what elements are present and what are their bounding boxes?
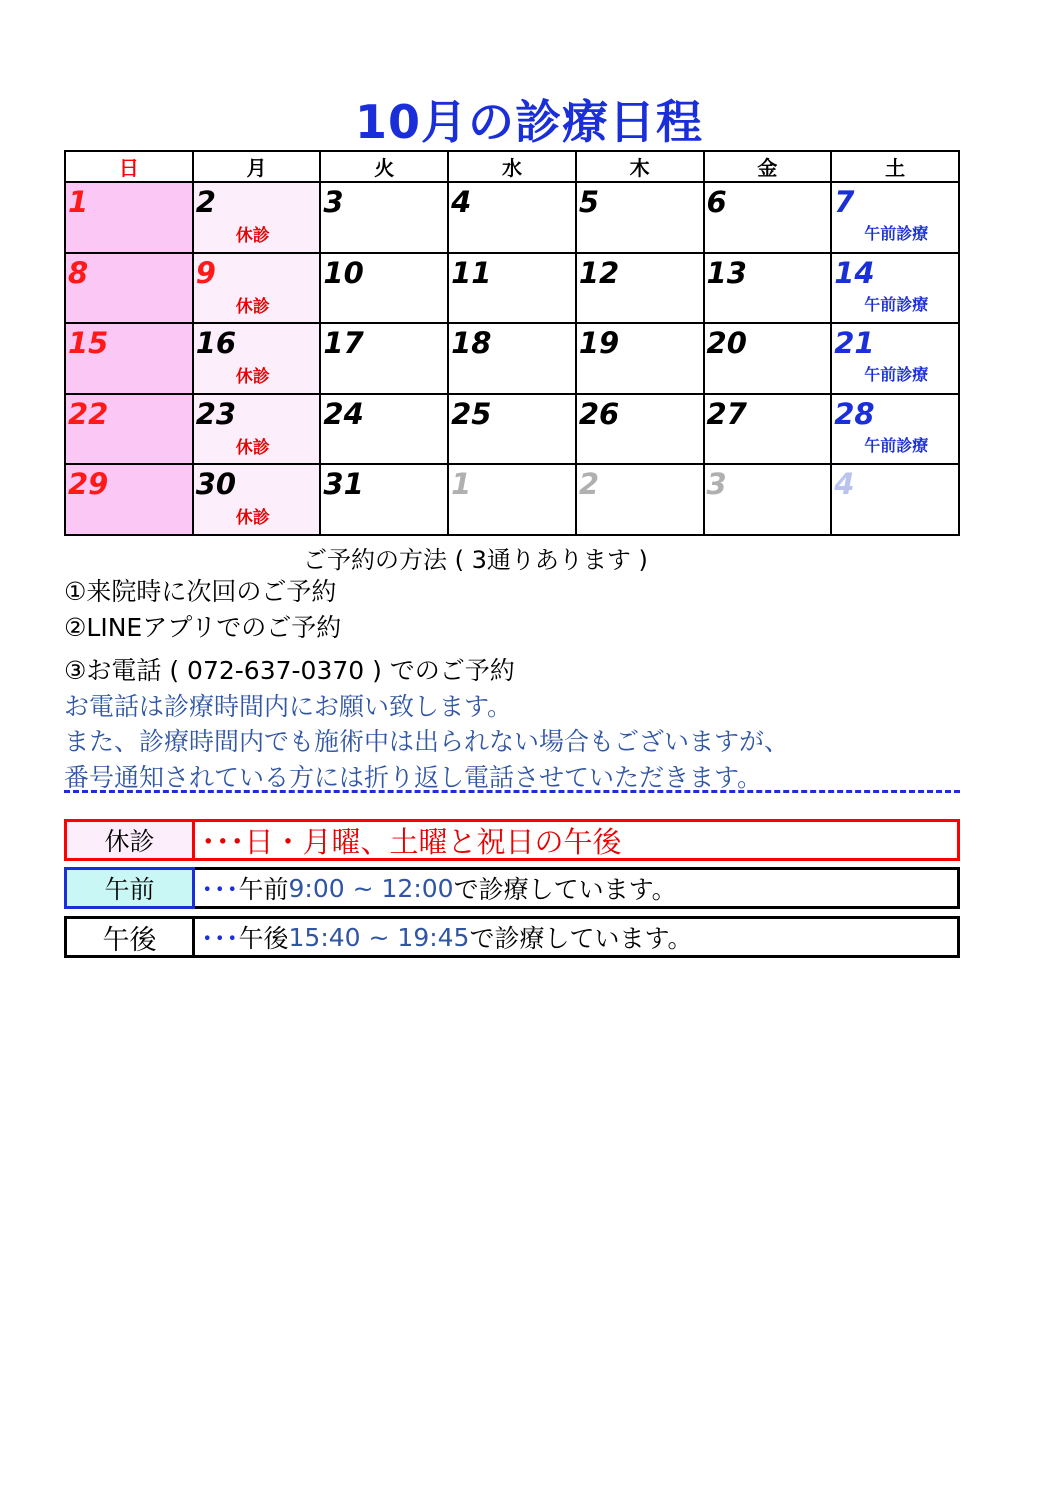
calendar-day-cell	[65, 323, 193, 394]
legend-closed	[64, 819, 960, 861]
calendar-day-number: 21	[834, 326, 875, 361]
phone-note-2: また、診療時間内でも施術中は出られない場合もございますが、	[64, 727, 790, 756]
calendar-day-number: 4	[451, 185, 472, 219]
legend-morning-time: 9:00 ~ 12:00	[288, 873, 454, 903]
calendar-day-number: 20	[706, 326, 747, 361]
calendar-day-cell	[831, 464, 959, 535]
calendar-day-cell	[831, 394, 959, 465]
legend-closed-desc: ･･･日・月曜、土曜と祝日の午後	[201, 824, 622, 859]
calendar-day-number: 9	[195, 255, 216, 290]
calendar-day-cell	[576, 323, 704, 394]
calendar-week-row	[65, 253, 959, 324]
calendar-day-number: 1	[451, 467, 472, 502]
calendar-day-cell	[704, 323, 832, 394]
calendar-day-cell	[193, 394, 321, 465]
legend-morning	[64, 867, 960, 909]
calendar-day-number: 2	[578, 467, 599, 502]
calendar-day-number: 29	[68, 467, 109, 502]
calendar-day-cell	[320, 323, 448, 394]
legend-morning-desc	[195, 870, 957, 906]
weekday-header: 木	[576, 151, 704, 182]
reservation-method-3: ③お電話 ( 072-637-0370 ) でのご予約	[64, 656, 515, 685]
calendar-day-number: 3	[323, 185, 344, 219]
closed-note: 休診	[235, 226, 270, 246]
calendar-day-number: 24	[323, 396, 364, 431]
phone-note-1: お電話は診療時間内にお願い致します。	[64, 692, 513, 721]
calendar-day-number: 8	[68, 255, 89, 290]
legend-afternoon-key: 午後	[67, 919, 195, 955]
calendar-day-number: 10	[323, 255, 364, 290]
legend-morning-key: 午前	[64, 867, 195, 909]
calendar-day-number: 5	[578, 185, 599, 219]
calendar-day-number: 7	[834, 185, 855, 219]
calendar-day-cell	[448, 182, 576, 253]
calendar-day-number: 19	[578, 326, 620, 361]
legend-afternoon-time: 15:40 ~ 19:45	[288, 922, 470, 952]
calendar-day-number: 1	[68, 185, 89, 219]
weekday-header: 土	[831, 151, 959, 182]
legend-closed-key: 休診	[67, 822, 195, 858]
morning-only-note: 午前診療	[864, 365, 929, 385]
calendar-day-cell	[704, 182, 832, 253]
calendar-day-cell	[193, 182, 321, 253]
calendar-day-number: 14	[834, 255, 875, 290]
weekday-header: 水	[448, 151, 576, 182]
calendar-day-cell	[576, 182, 704, 253]
calendar-day-number: 12	[578, 255, 620, 290]
closed-note: 休診	[235, 437, 270, 458]
calendar-week-row	[65, 323, 959, 394]
calendar-day-cell	[320, 253, 448, 324]
closed-note: 休診	[235, 508, 270, 529]
calendar-week-row	[65, 394, 959, 465]
legend-morning-dots: ･･･	[201, 875, 239, 904]
calendar-day-cell	[65, 182, 193, 253]
reservation-method-1: ①来院時に次回のご予約	[64, 577, 337, 606]
calendar-day-number: 2	[195, 185, 216, 219]
calendar-day-cell	[448, 323, 576, 394]
calendar-day-cell	[831, 182, 959, 253]
calendar-day-cell	[193, 323, 321, 394]
page-title: 10月の診療日程	[354, 95, 703, 149]
calendar-day-number: 28	[834, 396, 875, 431]
calendar-week-row	[65, 464, 959, 535]
calendar-day-cell	[320, 182, 448, 253]
closed-note: 休診	[235, 367, 270, 388]
phone-note-3: 番号通知されている方には折り返し電話させていただきます。	[64, 763, 763, 792]
calendar-day-number: 31	[323, 467, 364, 502]
calendar-day-cell	[704, 253, 832, 324]
calendar-day-number: 13	[706, 255, 747, 290]
calendar-day-number: 4	[834, 467, 855, 502]
calendar-day-number: 17	[323, 326, 364, 361]
calendar-day-cell	[448, 253, 576, 324]
calendar-day-cell	[193, 253, 321, 324]
legend-morning-suffix: で診療しています。	[453, 875, 677, 904]
calendar-day-cell	[320, 394, 448, 465]
morning-only-note: 午前診療	[864, 294, 929, 314]
calendar-day-cell	[65, 253, 193, 324]
calendar-day-cell	[65, 394, 193, 465]
calendar-day-cell	[576, 394, 704, 465]
legend-afternoon-desc	[195, 919, 957, 955]
calendar-day-cell	[576, 464, 704, 535]
calendar-day-cell	[704, 464, 832, 535]
legend-afternoon-suffix: で診療しています。	[469, 924, 693, 953]
weekday-header: 日	[65, 151, 193, 182]
calendar-day-number: 22	[68, 396, 109, 431]
calendar-body	[65, 182, 959, 535]
calendar-day-number: 6	[706, 185, 727, 219]
calendar-day-number: 16	[195, 326, 237, 361]
calendar-day-number: 15	[68, 326, 109, 361]
calendar-week-row	[65, 182, 959, 253]
reservation-method-2: ②LINEアプリでのご予約	[64, 613, 342, 642]
legend-afternoon	[64, 916, 960, 958]
morning-only-note: 午前診療	[864, 435, 929, 455]
calendar-day-cell	[65, 464, 193, 535]
calendar-day-number: 18	[451, 326, 492, 361]
morning-only-note: 午前診療	[864, 224, 929, 243]
reservation-heading: ご予約の方法 ( 3通りあります )	[303, 546, 648, 574]
calendar-day-number: 27	[706, 396, 747, 431]
weekday-header: 月	[193, 151, 321, 182]
legend-morning-label: 午前	[238, 875, 289, 904]
weekday-header: 火	[320, 151, 448, 182]
calendar	[64, 150, 960, 536]
calendar-day-cell	[448, 394, 576, 465]
weekday-header-row	[65, 151, 959, 182]
calendar-day-number: 30	[195, 467, 237, 502]
calendar-day-cell	[704, 394, 832, 465]
calendar-day-cell	[320, 464, 448, 535]
weekday-header: 金	[704, 151, 832, 182]
legend-afternoon-dots: ･･･	[201, 924, 239, 953]
calendar-day-cell	[193, 464, 321, 535]
calendar-day-number: 3	[706, 467, 727, 502]
calendar-day-number: 11	[451, 255, 492, 290]
divider	[64, 790, 960, 793]
closed-note: 休診	[235, 296, 270, 317]
calendar-day-number: 26	[578, 396, 620, 431]
calendar-day-cell	[448, 464, 576, 535]
calendar-day-number: 23	[195, 396, 237, 431]
legend-afternoon-label: 午後	[238, 924, 289, 953]
calendar-day-cell	[831, 253, 959, 324]
calendar-day-number: 25	[451, 396, 492, 431]
calendar-day-cell	[576, 253, 704, 324]
calendar-day-cell	[831, 323, 959, 394]
